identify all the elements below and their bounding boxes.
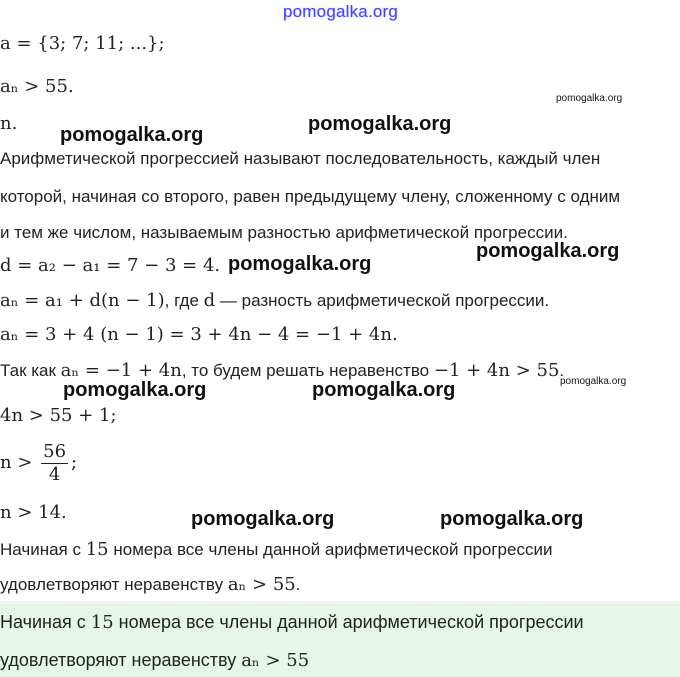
condition-line: aₙ > 55. — [0, 76, 74, 97]
answer-2-math: aₙ > 55 — [241, 650, 310, 671]
watermark: pomogalka.org — [440, 508, 584, 530]
inequality-2-end: ; — [71, 452, 78, 473]
answer-1-a: Начиная с — [0, 612, 91, 632]
watermark-small: pomogalka.org — [556, 93, 623, 104]
answer-2-a: удовлетворяют неравенству — [0, 650, 242, 670]
so-middle: , то будем решать неравенство — [181, 361, 434, 380]
watermark-small: pomogalka.org — [560, 376, 627, 387]
answer-box — [0, 601, 680, 677]
definition-line-1: Арифметической прогрессией называют последовательность, каждый член — [0, 149, 601, 168]
inequality-1: 4n > 55 + 1; — [0, 405, 117, 426]
sequence-line: a = {3; 7; 11; ...}; — [0, 33, 165, 54]
conclusion-line-2 — [0, 574, 301, 596]
watermark: pomogalka.org — [63, 379, 207, 401]
general-term-rest: — разность арифметической прогрессии. — [215, 291, 550, 310]
watermark: pomogalka.org — [312, 379, 456, 401]
inequality-2 — [0, 440, 77, 486]
watermark: pomogalka.org — [60, 124, 204, 146]
definition-line-3: и тем же числом, называемым разностью арифметической прогрессии. — [0, 223, 568, 242]
general-term-text: , где — [164, 291, 204, 310]
watermark-top: pomogalka.org — [283, 2, 399, 21]
unknown-n-line: n. — [0, 113, 18, 134]
conclusion-2-math: aₙ > 55 — [227, 574, 296, 595]
answer-1-num: 15 — [90, 612, 114, 633]
conclusion-1-a: Начиная с — [0, 540, 86, 559]
general-term-formula: aₙ = a₁ + d(n − 1) — [0, 290, 165, 311]
conclusion-1-b: номера все члены данной арифметической прогрессии — [108, 540, 553, 559]
so-prefix: Так как — [0, 361, 61, 380]
fraction-denominator: 4 — [48, 463, 61, 485]
definition-line-2: которой, начиная со второго, равен предыдущему члену, сложенному с одним — [0, 187, 621, 206]
general-term-d: d — [203, 290, 216, 311]
conclusion-2-end: . — [295, 575, 301, 594]
watermark: pomogalka.org — [308, 113, 452, 135]
watermark: pomogalka.org — [228, 253, 372, 275]
so-end: . — [559, 361, 565, 380]
watermark: pomogalka.org — [191, 508, 335, 530]
so-math-2: −1 + 4n > 55 — [433, 360, 560, 381]
fraction — [41, 441, 68, 486]
conclusion-1-num: 15 — [85, 539, 109, 560]
inequality-3: n > 14. — [0, 502, 67, 523]
answer-line-1 — [0, 611, 584, 634]
answer-line-2 — [0, 649, 309, 672]
general-term-line — [0, 290, 549, 312]
conclusion-2-a: удовлетворяют неравенству — [0, 575, 228, 594]
fraction-numerator: 56 — [43, 440, 67, 462]
so-math-1: aₙ = −1 + 4n — [60, 360, 182, 381]
conclusion-line-1 — [0, 539, 552, 561]
inequality-2-left: n > — [0, 452, 33, 473]
difference-line: d = a₂ − a₁ = 7 − 3 = 4. — [0, 255, 221, 276]
answer-1-b: номера все члены данной арифметической прогрессии — [113, 612, 584, 632]
general-term-calc: aₙ = 3 + 4 (n − 1) = 3 + 4n − 4 = −1 + 4n. — [0, 324, 398, 345]
watermark: pomogalka.org — [476, 240, 620, 262]
